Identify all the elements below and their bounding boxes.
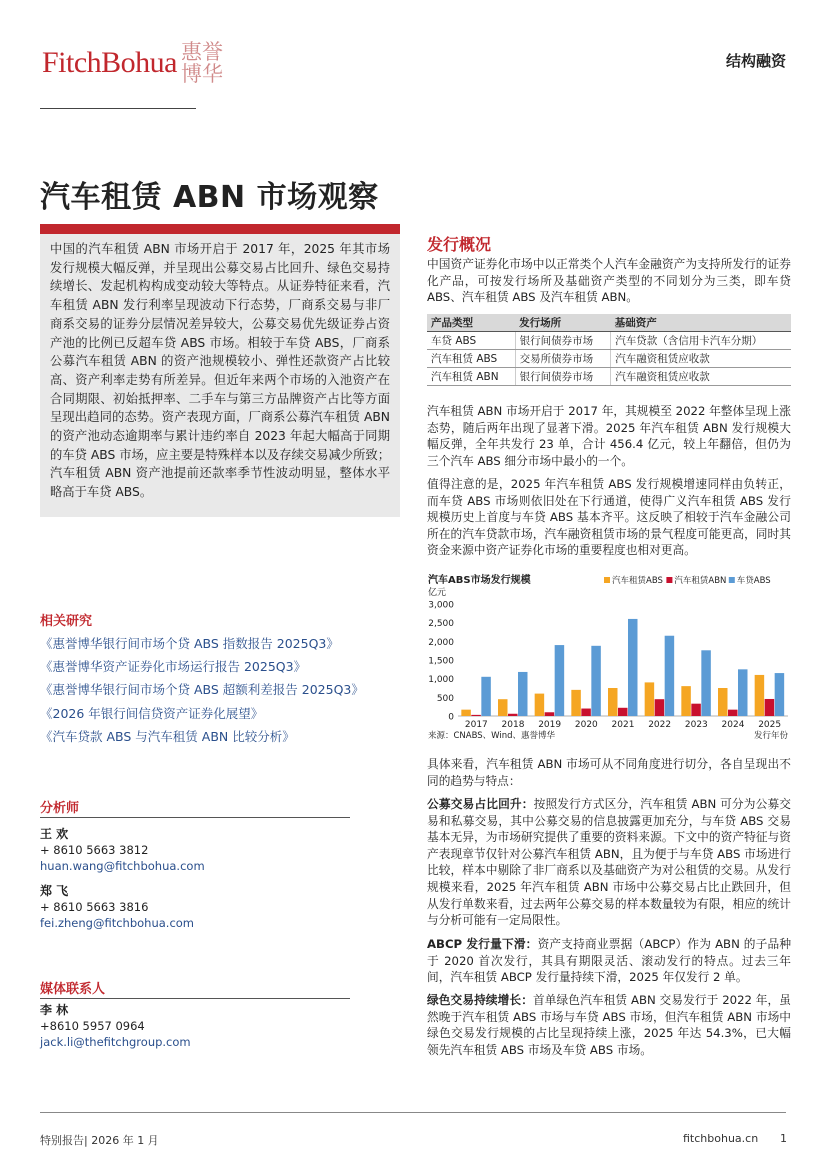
chart-bar (681, 686, 691, 716)
table-header-row (427, 314, 791, 332)
table-row (427, 350, 791, 368)
media-phone: +8610 5957 0964 (40, 1019, 145, 1033)
x-tick-label: 2019 (538, 720, 562, 730)
table-cell: 车贷 ABS (427, 332, 515, 350)
chart-bar (618, 708, 628, 716)
footer-divider (40, 1112, 786, 1113)
chart-ylabel: 亿元 (428, 588, 447, 598)
table-cell: 银行间债券市场 (515, 332, 611, 350)
chart-bar (728, 710, 738, 716)
related-link[interactable]: 《2026 年银行间信贷资产证券化展望》 (40, 705, 264, 721)
media-heading: 媒体联系人 (40, 982, 106, 997)
x-tick-label: 2021 (611, 720, 635, 730)
y-tick-label: 3,000 (428, 600, 454, 611)
x-tick-label: 2025 (758, 720, 782, 730)
chart-bar (755, 675, 765, 716)
analysts-heading: 分析师 (40, 801, 80, 816)
chart-bar (555, 645, 565, 716)
paragraph-2: 值得注意的是，2025 年汽车租赁 ABS 发行规模增速同样由负转正，而车贷 ABS 市场则依旧处在下行通道，使得广义汽车租赁 ABS 发行规模历史上首度与车贷 ABS 基本齐平。这反映了相较于汽车金融公司所在的汽车贷款市场，汽车融资租赁市场的景气程度可能更高，同时其资金来源中资产证券化市场的重要程度也相对更高。 (427, 477, 791, 558)
product-table-wrap (427, 314, 791, 386)
bullet-text: 首单绿色汽车租赁 ABN 交易发行于 2022 年，虽然晚于汽车租赁 ABS 市场与车贷 ABS 市场，但汽车租赁 ABN 市场中绿色交易发行规模的占比呈现持续上涨，2025 年达 54.3%，已大幅领先汽车租赁 ABS 市场及车贷 ABS 市场。 (427, 993, 791, 1057)
chart-source: 来源：CNABS、Wind、惠誉博华 (428, 731, 556, 741)
chart-bar (498, 699, 508, 716)
related-link[interactable]: 《惠誉博华银行间市场个贷 ABS 超额利差报告 2025Q3》 (40, 682, 364, 698)
media-email[interactable]: jack.li@thefitchgroup.com (40, 1035, 191, 1049)
related-link[interactable]: 《惠誉博华资产证券化市场运行报告 2025Q3》 (40, 659, 307, 675)
page-title: 汽车租赁 ABN 市场观察 (40, 180, 379, 215)
legend-swatch (729, 577, 735, 583)
x-tick-label: 2020 (574, 720, 598, 730)
table-cell: 汽车租赁 ABS (427, 350, 515, 368)
media-divider (40, 998, 350, 999)
chart-bar (738, 669, 748, 716)
table-cell: 汽车融资租赁应收款 (611, 368, 791, 386)
issuance-intro: 中国资产证券化市场中以正常类个人汽车金融资产为支持所发行的证券化产品，可按发行场所及基础资产类型的不同划分为三类，即车贷 ABS、汽车租赁 ABS 及汽车租赁 ABN。 (427, 257, 791, 305)
table-header: 产品类型 (427, 314, 515, 332)
legend-swatch (666, 577, 672, 583)
analyst-email[interactable]: huan.wang@fitchbohua.com (40, 859, 205, 873)
related-link[interactable]: 《惠誉博华银行间市场个贷 ABS 指数报告 2025Q3》 (40, 636, 339, 651)
footer-page-number: 1 (780, 1132, 787, 1145)
related-list (40, 632, 410, 748)
chart-bar (665, 636, 675, 716)
legend-swatch (604, 577, 610, 583)
issuance-heading: 发行概况 (427, 235, 492, 254)
analyst-name: 郑 飞 (40, 884, 69, 898)
chart-bar (471, 715, 481, 716)
bullet-public-share (427, 796, 791, 929)
chart-bar (691, 704, 701, 716)
y-tick-label: 1,000 (428, 675, 454, 686)
related-link[interactable]: 《汽车贷款 ABS 与汽车租赁 ABN 比较分析》 (40, 728, 295, 744)
chart-title: 汽车ABS市场发行规模 (428, 575, 531, 586)
table-cell: 银行间债券市场 (515, 368, 611, 386)
media-name: 李 林 (40, 1003, 69, 1017)
chart-bar (655, 699, 665, 716)
related-heading: 相关研究 (40, 614, 93, 629)
x-tick-label: 2017 (464, 720, 488, 730)
y-tick-label: 1,500 (428, 656, 454, 667)
chart-bar (765, 699, 775, 716)
table-cell: 汽车租赁 ABN (427, 368, 515, 386)
x-tick-label: 2022 (648, 720, 672, 730)
x-tick-label: 2023 (684, 720, 708, 730)
bullet-abcp (427, 936, 791, 986)
footer-site[interactable]: fitchbohua.cn (683, 1132, 759, 1145)
title-accent-bar (40, 224, 400, 234)
y-tick-label: 2,000 (428, 637, 454, 648)
analyst-email[interactable]: fei.zheng@fitchbohua.com (40, 916, 195, 930)
chart-xlabel: 发行年份 (753, 731, 788, 741)
table-cell: 汽车贷款（含信用卡汽车分期） (611, 332, 791, 350)
y-tick-label: 500 (436, 693, 454, 704)
chart-bar (461, 710, 471, 716)
logo-text: FitchBohua (42, 46, 177, 79)
analyst-card (40, 826, 205, 874)
chart-bar (518, 672, 528, 716)
chart-bar (645, 682, 655, 716)
table-cell: 交易所债券市场 (515, 350, 611, 368)
table-row (427, 332, 791, 350)
bullet-title: 公募交易占比回升： (427, 797, 534, 811)
chart-bar (718, 688, 728, 716)
logo-chinese: 惠誉博华 (181, 40, 223, 86)
x-tick-label: 2018 (501, 720, 525, 730)
chart-bar (508, 714, 518, 716)
legend-label: 汽车租赁ABN (674, 576, 727, 586)
chart-bar (535, 694, 545, 716)
bullet-title: ABCP 发行量下滑： (427, 937, 538, 951)
legend-label: 汽车租赁ABS (612, 576, 663, 586)
bullet-title: 绿色交易持续增长： (427, 993, 533, 1007)
summary-box: 中国的汽车租赁 ABN 市场开启于 2017 年，2025 年其市场发行规模大幅反弹，并呈现出公募交易占比回升、绿色交易持续增长、发起机构构成变动较大等特点。从证券特征来看，汽车租赁 ABN 发行利率呈现波动下行态势，厂商系交易与非厂商系交易的证券分层情况差异较大，公募交易优先级证券占资产池的比例已反超车贷 ABS 市场。相较于车贷 ABS，厂商系公募汽车租赁 ABN 的资产池规模较小、弹性还款资产占比较高、资产利率走势有所差异。但近年来两个市场的入池资产在合同期限、初始抵押率、二手车与第三方品牌资产占比等方面呈现出趋同的态势。资产表现方面，厂商系公募汽车租赁 ABN 的资产池动态逾期率与累计违约率自 2023 年起大幅高于同期的车贷 ABS 市场，应主要是特殊样本以及存续交易减少所致；汽车租赁 ABN 资产池提前还款率季节性波动明显，整体水平略高于车贷 ABS。 (40, 234, 400, 517)
bullet-green (427, 992, 791, 1058)
table-row (427, 368, 791, 386)
paragraph-1: 汽车租赁 ABN 市场开启于 2017 年，其规模至 2022 年整体呈现上涨态势，随后两年出现了显著下滑。2025 年汽车租赁 ABN 发行规模大幅反弹，全年共发行 23 单，合计 456.4 亿元，较上年翻倍，但仍为三个汽车 ABS 细分市场中最小的一个。 (427, 404, 791, 468)
fitchbohua-logo (42, 38, 229, 88)
analyst-phone: + 8610 5663 3812 (40, 843, 149, 857)
product-table (427, 314, 791, 386)
analysts-divider (40, 817, 350, 818)
chart-bar (701, 650, 711, 716)
chart-bar (628, 619, 638, 716)
chart-bar (481, 677, 490, 716)
analyst-name: 王 欢 (40, 827, 69, 841)
y-tick-label: 0 (448, 712, 454, 723)
chart-bar (608, 688, 618, 716)
analyst-card (40, 883, 194, 931)
bullet-text: 按照发行方式区分，汽车租赁 ABN 可分为公募交易和私募交易，其中公募交易的信息披露更加充分，与车贷 ABS 交易基本无异，为市场研究提供了重要的资料来源。下文中的资产特征与资产表现章节仅针对公募汽车租赁 ABN，且为便于与车贷 ABS 市场进行比较，样本中剔除了非厂商系以及基础资产为对公租赁的交易。从发行规模来看，2025 年汽车租赁 ABN 市场中公募交易占比止跌回升，但从发行单数来看，过去两年公募交易的样本数量较为有限，相应的统计与分析可能有一定局限性。 (427, 797, 791, 928)
chart-bar (545, 712, 554, 716)
table-cell: 汽车融资租赁应收款 (611, 350, 791, 368)
chart-bar (571, 690, 581, 716)
bullet-text: 资产支持商业票据（ABCP）作为 ABN 的子品种于 2020 首次发行，其具有期限灵活、滚动发行的特点。过去三年间，汽车租赁 ABCP 发行量持续下滑，2025 年仅发行 2 单。 (427, 937, 792, 985)
y-tick-label: 2,500 (428, 619, 454, 630)
chart-bar (581, 709, 591, 716)
media-card (40, 1002, 191, 1050)
legend-label: 车贷ABS (736, 576, 771, 586)
table-header: 基础资产 (611, 314, 791, 332)
section-label: 结构融资 (725, 52, 786, 70)
table-header: 发行场所 (515, 314, 611, 332)
footer-report-date: 特别报告| 2026 年 1 月 (40, 1134, 159, 1147)
analyst-phone: + 8610 5663 3816 (40, 900, 149, 914)
x-tick-label: 2024 (721, 720, 745, 730)
paragraph-3: 具体来看，汽车租赁 ABN 市场可从不同角度进行切分，各自呈现出不同的趋势与特点： (427, 757, 791, 788)
logo-divider (40, 108, 196, 109)
chart-bar (591, 646, 601, 716)
issuance-chart (424, 572, 792, 748)
chart-bar (775, 673, 785, 716)
